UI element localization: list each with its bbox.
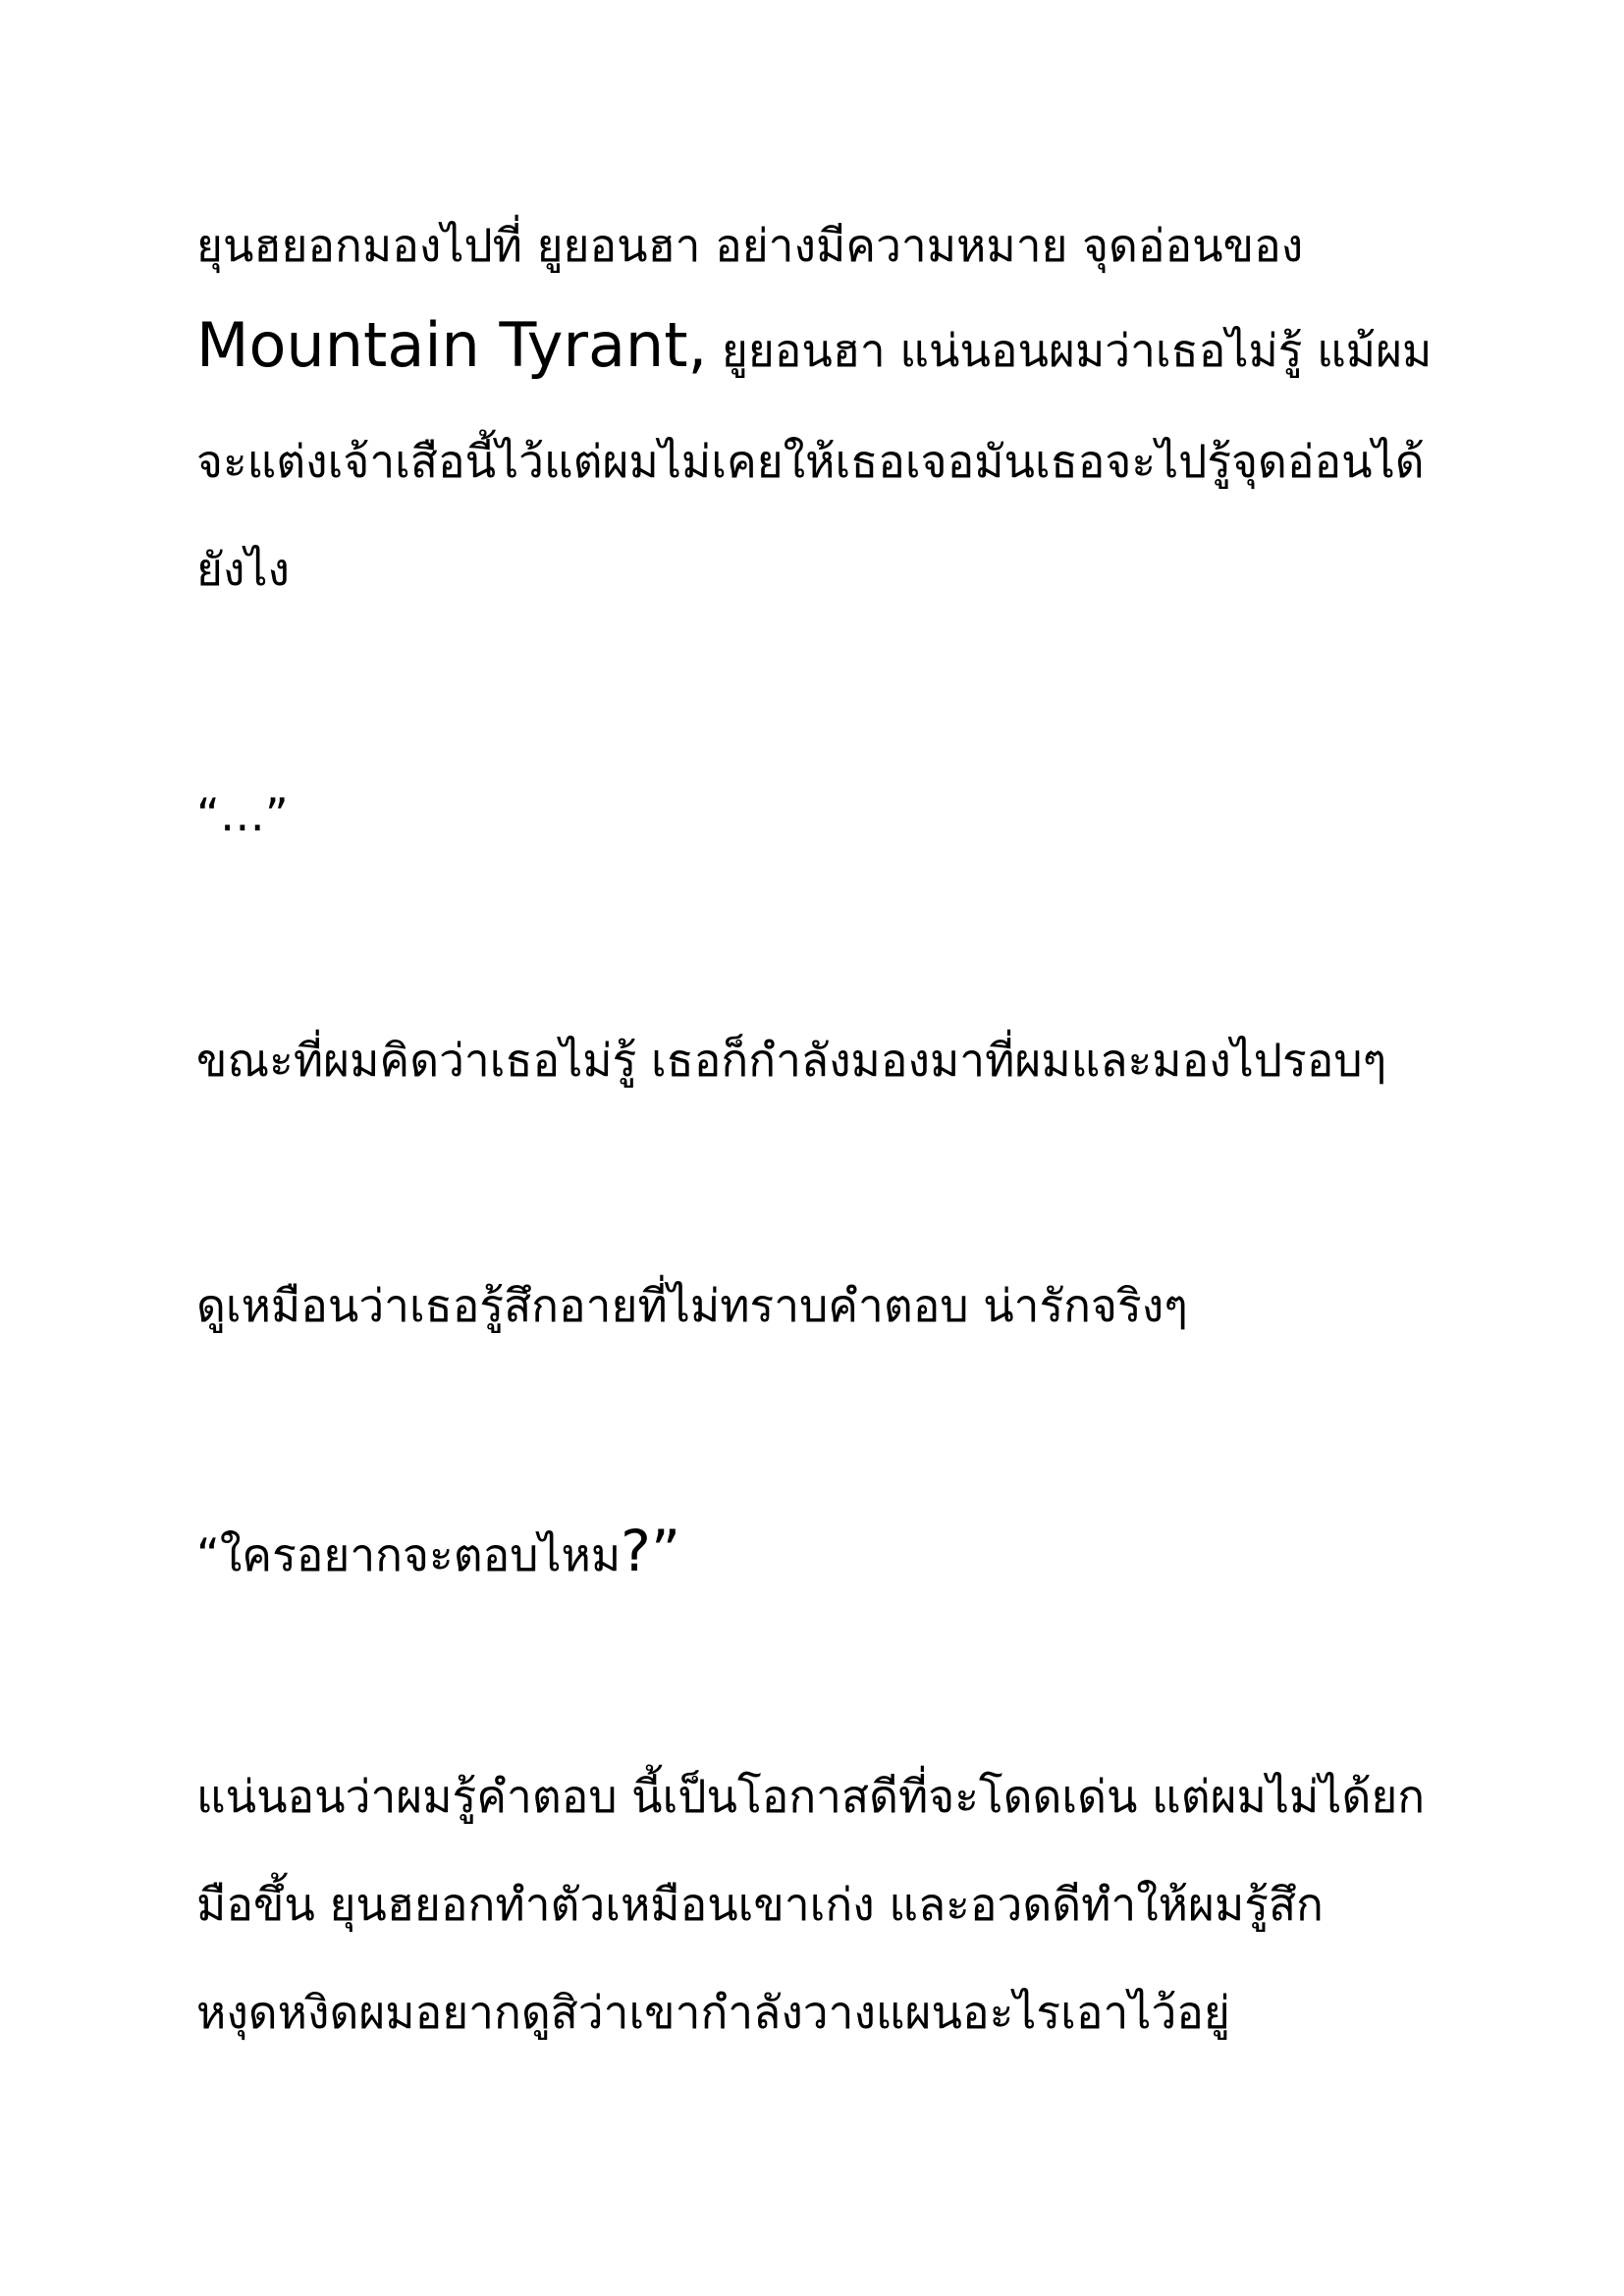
paragraph-1-line-3	[196, 432, 1425, 491]
paragraph-4-text: ดูเหมือนว่าเธอรู้สึกอายที่ไม่ทราบคำตอบ น่ารักจริงๆ	[196, 1279, 1188, 1332]
paragraph-4	[196, 1276, 1188, 1335]
paragraph-1-line-3-text: จะแต่งเจ้าเสือนี้ไว้แต่ผมไม่เคยให้เธอเจอมันเธอจะไปรู้จุดอ่อนได้	[196, 435, 1425, 488]
paragraph-1-line-4-text: ยังไง	[196, 543, 291, 596]
paragraph-6-line-2-text: มือขึ้น ยุนฮยอกทำตัวเหมือนเขาเก่ง และอวดดีทำให้ผมรู้สึก	[196, 1878, 1324, 1931]
paragraph-3-text: ขณะที่ผมคิดว่าเธอไม่รู้ เธอก็กำลังมองมาที่ผมและมองไปรอบๆ	[196, 1034, 1387, 1087]
paragraph-5-question-mark: ?”	[621, 1518, 681, 1584]
paragraph-6-line-2	[196, 1875, 1324, 1934]
paragraph-1-line-2	[196, 309, 1433, 381]
paragraph-2	[196, 785, 289, 844]
paragraph-3	[196, 1031, 1386, 1090]
ellipsis-quote: “…”	[196, 788, 289, 841]
paragraph-6-line-1	[196, 1767, 1425, 1826]
paragraph-6-line-3	[196, 1983, 1230, 2042]
mountain-tyrant-text: Mountain Tyrant,	[196, 309, 708, 381]
paragraph-6-line-1-text: แน่นอนว่าผมรู้คำตอบ นี้เป็นโอกาสดีที่จะโดดเด่น แต่ผมไม่ได้ยก	[196, 1770, 1426, 1823]
paragraph-1-line-1-text: ยุนฮยอกมองไปที่ ยูยอนฮา อย่างมีความหมาย จุดอ่อนของ	[196, 219, 1304, 272]
paragraph-5	[196, 1518, 681, 1584]
paragraph-1-line-4	[196, 540, 290, 599]
paragraph-1-line-2-text: ยูยอนฮา แน่นอนผมว่าเธอไม่รู้ แม้ผม	[707, 324, 1433, 377]
paragraph-5-text: “ใครอยากจะตอบไหม	[196, 1528, 622, 1581]
paragraph-1-line-1	[196, 216, 1303, 275]
paragraph-6-line-3-text: หงุดหงิดผมอยากดูสิว่าเขากำลังวางแผนอะไรเอาไว้อยู่	[196, 1986, 1230, 2039]
